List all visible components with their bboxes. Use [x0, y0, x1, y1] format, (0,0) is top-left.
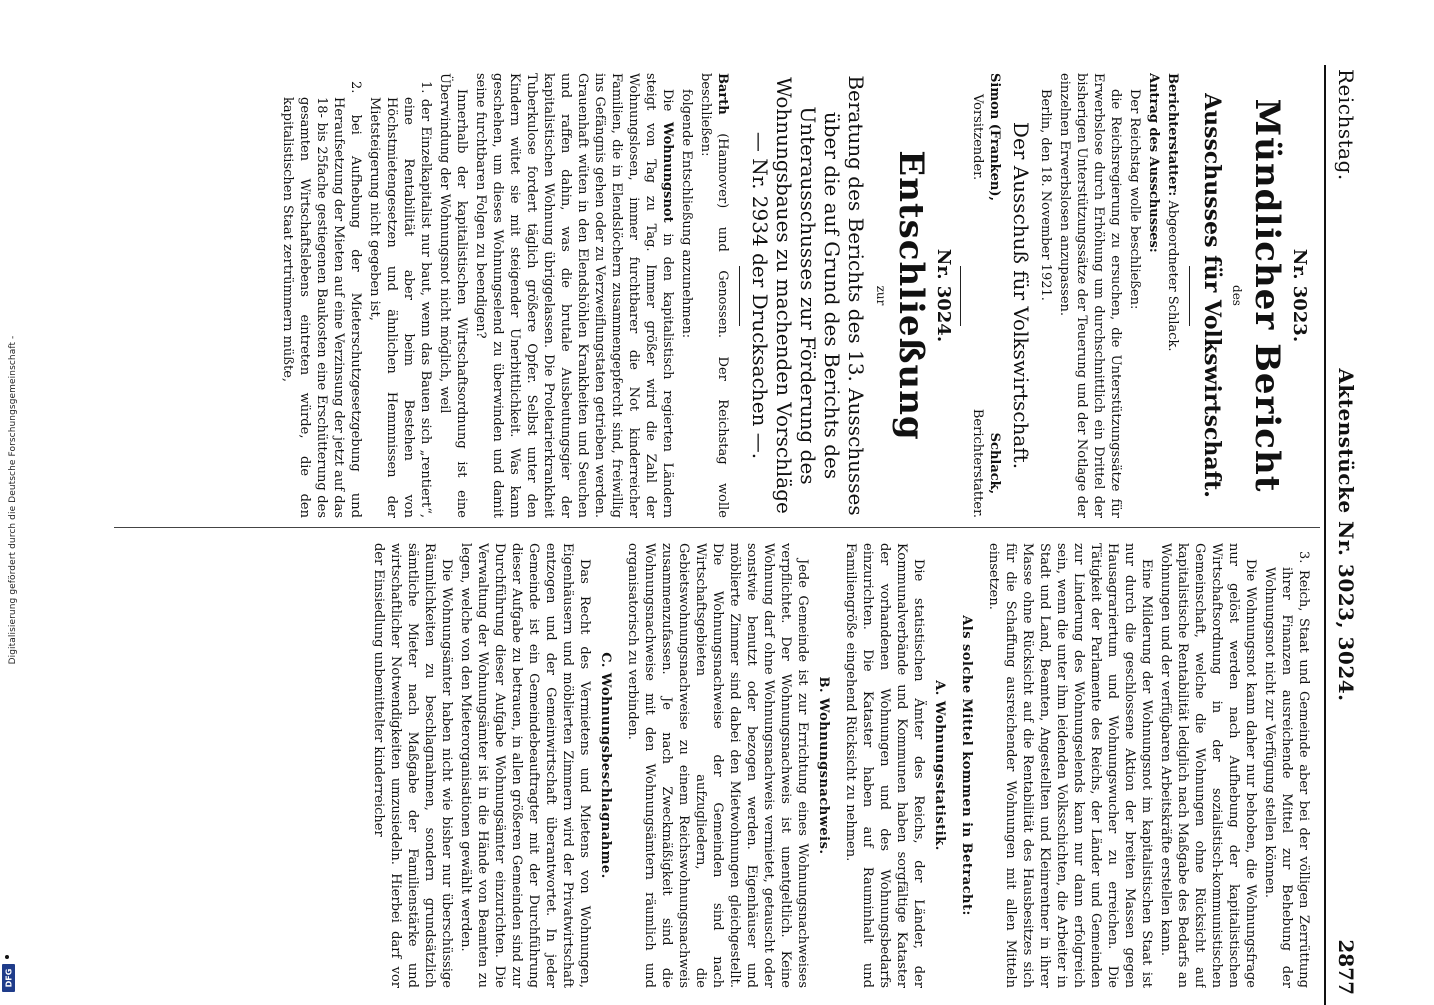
reporter-line [1164, 73, 1181, 518]
right-column [114, 543, 1314, 988]
signature-chair: Simon (Franken), Vorsitzender. [970, 73, 1002, 202]
list-item: 1. der Einzelkapitalist nur baut, wenn das Bauen sich „rentiert“, eine Rentabilität aber beim Bestehen von Höchstmietengesetzen und ähnlichen Hemmnissen der Mietsteigerung nicht gegeben ist, [367, 81, 433, 518]
section-c-title: C. Wohnungsbeschlagnahme. [598, 652, 613, 879]
resolution-para-1: Die Wohnungsnot in den kapitalistisch regierten Ländern steigt von Tag zu Tag. Immer größer wird die Zahl der Wohnungslosen, immer furchtbarer die Not kinderreicher Familien, die in Elendslöchern zusammengepfercht sind, freiwillig ins Gefängnis gehen oder zu Verzweiflungstaten getrieben werden. Grauenhaft wüten in den Elendshöhlen Krankheiten und Seuchen und raffen dahin, was die brutale Ausbeutungsgier der kapitalistischen Wohnung übriggelassen. Die Proletarierkrankheit Tuberkulose fordert täglich größere Opfer. Selbst unter den Kindern wütet sie mit steigender Unerbittlichkeit. Was kann geschehen, um dieses Wohnungselend zu überwinden und damit seine furchtbaren Folgen zu beendigen? [473, 73, 675, 518]
digitization-note-text: Digitalisierung gefördert durch die Deutsche Forschungsgemeinschaft - [8, 335, 18, 665]
antrag-heading: Antrag des Ausschusses: [1146, 73, 1161, 253]
antrag-body: die Reichsregierung zu ersuchen, die Unterstützungssätze für Erwerbslose durch Erhöhung um durchschnittlich ein Drittel der bisherigen Unterstützungssätze der Teuerung und der Notlage der einzelnen Erwerbslosen anzupassen. [1057, 73, 1123, 518]
section-c-text-2: Die Wohnungsämter haben nicht wie bisher nur überschüssige Räumlichkeiten zu beschlagnahmen, sondern grundsätzlich sämtliche Mieter nach Maßgabe der Familienstärke und wirtschaftlicher Notwendigkeiten umzusiedeln. Hierbei darf vor der Einsiedlung unbemittelter kinderreicher [371, 543, 454, 988]
reporter-label: Berichterstatter: [1165, 73, 1180, 197]
signatures [969, 73, 1003, 518]
page-number: 2877 [1334, 939, 1358, 995]
doc-3024-number: Nr. 3024. [933, 248, 954, 343]
doc-3024-zur: zur [874, 285, 888, 306]
separator [739, 266, 740, 326]
separator-dot [5, 955, 9, 959]
scanned-page [114, 65, 1364, 1005]
left-column [114, 73, 1314, 518]
mover-line [697, 73, 731, 518]
resolution-para-4: Eine Milderung der Wohnungsnot im kapitalistischen Staat ist nur durch die geschlossene Aktion der breiten Massen gegen Hausagrariertum und Wohnungswucher zu erreichen. Die Tätigkeit der Parlamente des Reichs, der Länder und Gemeinden zur Linderung des Wohnungselends kann nur dann erfolgreich sein, wenn die unter ihm leidenden Volksschichten, die Arbeiter in Stadt und Land, Beamten, Angestellten und Kleinrentner in ihrer Masse ohne Rücksicht auf die Rentabilität des Hausbesitzes sich für die Schaffung ausreichender Wohnungen mit allen Mitteln einsetzen. [986, 543, 1154, 988]
resolution-para-3: Die Wohnungsnot kann daher nur behoben, die Wohnungsfrage nur gelöst werden nach Aufhebung der kapitalistischen Wirtschaftsordnung in der sozialistisch-kommunistischen Gemeinschaft, welche die Wohnungen ohne Rücksicht auf kapitalistische Rentabilität lediglich nach Maßgabe des Bedarfs an Wohnungen und der verfügbaren Arbeitskräfte erstellen kann. [1158, 543, 1258, 988]
mover-rest: (Hannover) und Genossen. Der Reichstag wolle beschließen: [698, 73, 730, 518]
header-left: Reichstag. [1334, 69, 1358, 181]
doc-3023-des: des [1230, 285, 1244, 306]
resolution-intro: folgende Entschließung anzunehmen: [679, 89, 694, 339]
antrag-intro: Der Reichstag wolle beschließen: [1127, 89, 1142, 310]
separator [1189, 266, 1190, 326]
keyword-wohnungsnot: Wohnungsnot [660, 122, 675, 223]
section-a-title: A. Wohnungsstatistik. [932, 680, 947, 851]
doc-3024-title: Entschließung [891, 150, 931, 441]
signature-reporter: Schlack, Berichterstatter. [970, 408, 1002, 518]
report-date: Berlin, den 18. November 1921. [1038, 89, 1053, 301]
digitization-note [6, 0, 20, 1000]
resolution-para-2: Innerhalb der kapitalistischen Wirtschaftsordnung ist eine Überwindung der Wohnungsnot nicht möglich, weil [437, 73, 469, 518]
section-b-title: B. Wohnungsnachweis. [816, 676, 831, 855]
reporter-text: Abgeordneter Schlack. [1165, 200, 1180, 352]
section-b-text: Jede Gemeinde ist zur Errichtung eines Wohnungsnachweises verpflichtet. Der Wohnungsnachweis ist unentgeltlich. Keine Wohnung darf ohne Wohnungsnachweis vermietet, getauscht oder sonstwie benutzt oder bezogen werden. Eigenhäuser und möblierte Zimmer sind dabei den Mietwohnungen gleichgestellt. Die Wohnungsnachweise der Gemeinden sind nach Wirtschaftsgebieten aufzugliedern, die Gebietswohnungsnachweise zu einem Reichswohnungsnachweis zusammenzufassen. Je nach Zweckmäßigkeit sind die Wohnungsnachweise mit den Wohnungsämtern räumlich und organisatorisch zu verbinden. [625, 543, 810, 988]
list-item: 3. Reich, Staat und Gemeinde aber bei der völligen Zerrüttung ihrer Finanzen ausreichende Mittel zur Behebung der Wohnungsnot nicht zur Verfügung stellen können. [1262, 551, 1311, 988]
section-c-text-1: Das Recht des Vermietens und Mietens von Wohnungen, Eigenhäusern und möblierten Zimmern wird der Privatwirtschaft entzogen und der Gemeinwirtschaft überantwortet. In jeder Gemeinde ist ein Gemeindebeauftragter mit der Durchführung dieser Aufgabe zu betrauen, in allen größeren Gemeinden sind zur Durchführung dieser Aufgabe Wohnungsämter einzurichten. Die Verwaltung der Wohnungsämter ist in die Hände von Beamten zu legen, welche von den Mieterorganisationen gewählt werden. [458, 543, 592, 988]
committee-name: Der Ausschuß für Volkswirtschaft. [1009, 121, 1033, 470]
header-title: Aktenstücke Nr. 3023, 3024. [1334, 368, 1358, 702]
mover-name: Barth [715, 73, 730, 115]
page-header [1326, 65, 1364, 1005]
doc-3023-number: Nr. 3023. [1289, 248, 1310, 343]
list-item: 2. bei Aufhebung der Mieterschutzgesetzgebung und Heraufsetzung der Mieten auf eine Verzinsung der jetzt auf das 18- bis 25fache gestiegenen Baukosten eine Erschütterung des gesamten Wirtschaftslebens eintreten würde, die den kapitalistischen Staat zertrümmern müßte, [280, 81, 363, 518]
doc-3024-subject: Beratung des Berichts des 13. Ausschusses über die auf Grund des Berichts des Unterausschusses zur Förderung des Wohnungsbaues zu machenden Vorschläge — Nr. 2934 der Drucksachen —. [748, 75, 868, 516]
doc-3023-subtitle: Ausschusses für Volkswirtschaft. [1199, 93, 1225, 498]
doc-3023-title: Mündlicher Bericht [1247, 98, 1287, 493]
means-heading: Als solche Mittel kommen in Betracht: [959, 615, 974, 916]
separator [960, 266, 961, 326]
column-rule [114, 527, 1320, 528]
header-rule [1324, 65, 1326, 1005]
dfg-logo: DFG [2, 964, 15, 992]
section-a-text: Die statistischen Ämter des Reichs, der Länder, der Kommunalverbände und Kommunen haben sorgfältige Kataster der vorhandenen Wohnungen und des Wohnungsbedarfs einzurichten. Die Kataster haben auf Rauminhalt und Familiengröße eingehend Rücksicht zu nehmen. [843, 543, 926, 988]
